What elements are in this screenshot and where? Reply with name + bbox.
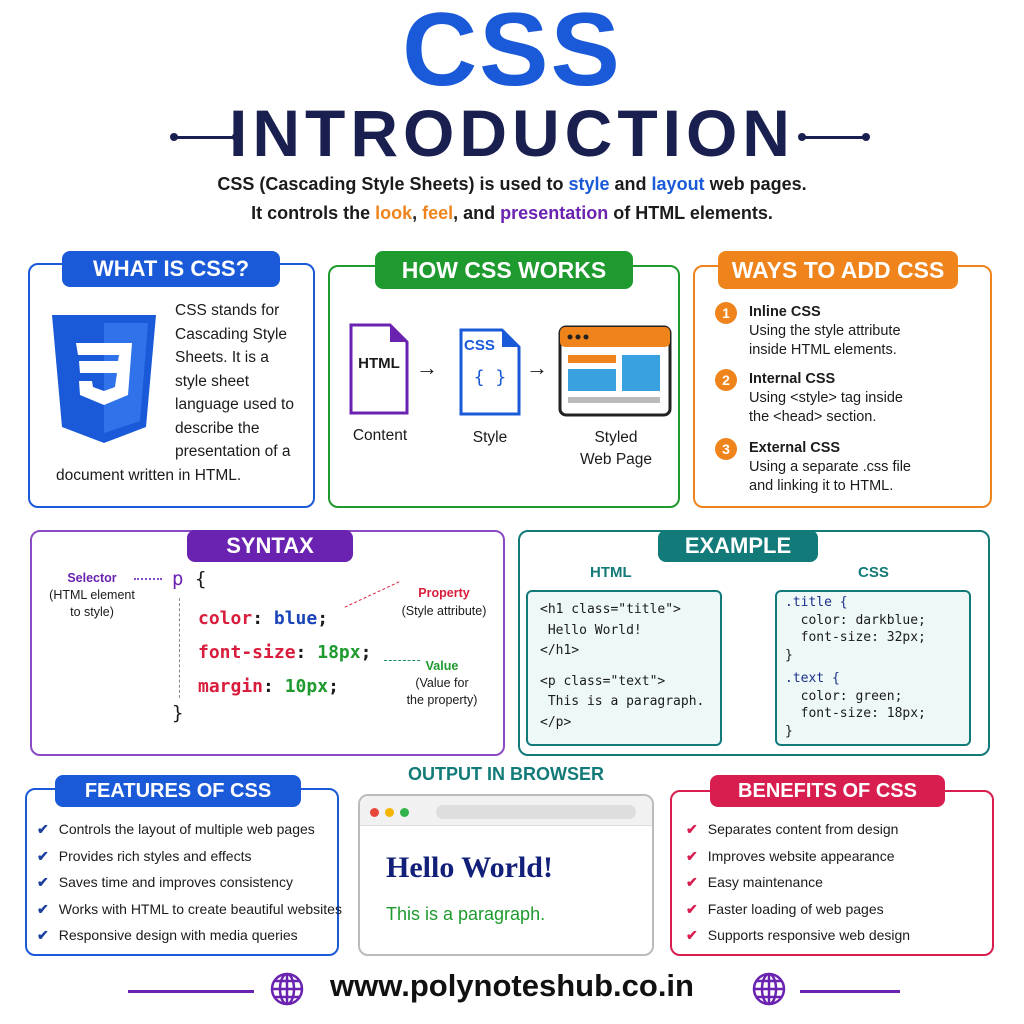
syntax-heading: SYNTAX (187, 530, 353, 562)
globe-icon (270, 972, 304, 1006)
property-arrow (345, 581, 400, 607)
list-item: ✔ Separates content from design (686, 821, 899, 837)
benefits-list (686, 816, 910, 949)
ways-to-add-css-card (693, 265, 992, 508)
number-badge: 3 (715, 438, 737, 460)
way-text: External CSS Using a separate .css file and linking it to HTML. (749, 440, 911, 494)
intro-line-2: It controls the look, feel, and presentation of HTML elements. (251, 203, 773, 223)
close-dot-icon[interactable] (370, 808, 379, 817)
list-item: ✔ Controls the layout of multiple web pages (37, 821, 315, 837)
features-card (25, 788, 342, 956)
check-icon: ✔ (37, 900, 49, 917)
features-heading: FEATURES OF CSS (55, 775, 301, 807)
check-icon: ✔ (686, 900, 698, 917)
what-is-css-last-line: document written in HTML. (56, 467, 242, 484)
intro-line-1: CSS (Cascading Style Sheets) is used to style and layout web pages. (217, 174, 807, 194)
globe-icon (752, 972, 786, 1006)
brace-guide (179, 598, 180, 698)
html-code-block: <h1 class="title"> Hello World! </h1> <p class="text"> This is a paragraph. </p> (526, 590, 722, 746)
maximize-dot-icon[interactable] (400, 808, 409, 817)
benefits-heading: BENEFITS OF CSS (710, 775, 945, 807)
footer-line-left (128, 990, 254, 993)
what-is-css-heading: WHAT IS CSS? (62, 251, 280, 287)
check-icon: ✔ (686, 821, 698, 837)
minimize-dot-icon[interactable] (385, 808, 394, 817)
way-item-external (715, 438, 737, 460)
footer-line-right (800, 990, 900, 993)
way-item-internal (715, 369, 737, 391)
way-text: Inline CSS Using the style attribute inside HTML elements. (749, 304, 901, 358)
web-page-icon (558, 325, 672, 417)
check-icon: ✔ (37, 927, 49, 943)
check-icon: ✔ (37, 821, 49, 837)
decor-dot (798, 133, 806, 141)
way-item-inline (715, 302, 737, 324)
what-is-css-card (28, 263, 315, 508)
css3-logo-icon (48, 315, 160, 445)
address-bar[interactable] (436, 805, 636, 819)
example-heading: EXAMPLE (658, 530, 818, 562)
property-annotation: Property (Style attribute) (401, 586, 487, 618)
arrow-icon: → (526, 355, 548, 380)
html-heading: HTML (590, 564, 632, 581)
how-css-works-heading: HOW CSS WORKS (375, 251, 633, 289)
css-code-block: .title { color: darkblue; font-size: 32px; } .text { color: green; font-size: 18px; } (775, 590, 971, 746)
css-heading: CSS (858, 564, 889, 581)
number-badge: 1 (715, 302, 737, 324)
braces-icon: { } (473, 367, 507, 388)
syntax-code: color: blue; font-size: 18px; margin: 10px; (198, 608, 372, 697)
ways-heading: WAYS TO ADD CSS (718, 251, 958, 289)
arrow-icon: → (416, 355, 438, 380)
how-css-works-card (328, 265, 680, 508)
benefits-card (670, 790, 994, 956)
output-heading: OUTPUT IN BROWSER (408, 764, 604, 784)
example-card (518, 530, 990, 756)
check-icon: ✔ (37, 847, 49, 864)
css-doc-label: CSS (464, 337, 495, 354)
html-doc-label: HTML (358, 355, 400, 372)
decor-dot (862, 133, 870, 141)
features-list (37, 816, 342, 949)
value-annotation: Value (Value for the property) (406, 659, 478, 707)
list-item: ✔ Saves time and improves consistency (37, 874, 293, 890)
open-brace: { (195, 568, 207, 590)
list-item: ✔ Responsive design with media queries (37, 927, 298, 943)
list-item: ✔ Improves website appearance (686, 847, 895, 864)
close-brace: } (172, 702, 184, 724)
title-introduction: INTRODUCTION (229, 96, 795, 170)
output-hello-world: Hello World! (386, 851, 553, 884)
list-item: ✔ Faster loading of web pages (686, 900, 884, 917)
check-icon: ✔ (686, 927, 698, 943)
content-label: Content (352, 427, 408, 444)
title-css: CSS (402, 0, 622, 108)
selector-code: p (172, 568, 184, 590)
decor-line-right (802, 136, 864, 139)
check-icon: ✔ (37, 874, 49, 890)
check-icon: ✔ (686, 847, 698, 864)
style-label: Style (472, 429, 508, 446)
list-item: ✔ Easy maintenance (686, 874, 823, 890)
browser-window (358, 794, 654, 956)
list-item: ✔ Works with HTML to create beautiful websites (37, 900, 342, 917)
what-is-css-text: CSS stands for Cascading Style Sheets. It is a style sheet language used to describe the presentation of a (175, 302, 294, 460)
list-item: ✔ Provides rich styles and effects (37, 847, 252, 864)
syntax-card (30, 530, 505, 756)
styled-web-page-label: Styled Web Page (579, 429, 653, 468)
selector-annotation: Selector (HTML element to style) (49, 571, 135, 619)
output-paragraph: This is a paragraph. (386, 904, 546, 924)
check-icon: ✔ (686, 874, 698, 890)
selector-arrow (134, 578, 162, 580)
way-text: Internal CSS Using <style> tag inside the <head> section. (749, 371, 903, 425)
number-badge: 2 (715, 369, 737, 391)
website-url[interactable]: www.polynoteshub.co.in (330, 968, 694, 1003)
list-item: ✔ Supports responsive web design (686, 927, 911, 943)
